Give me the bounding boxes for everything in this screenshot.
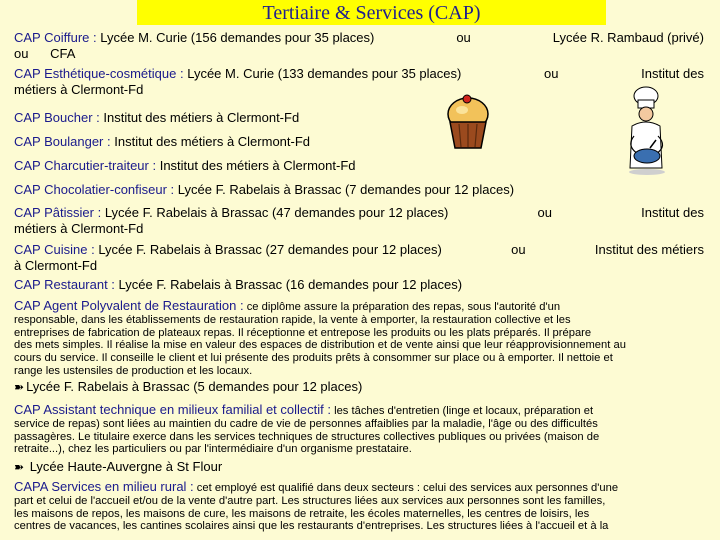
- cap-esthetique-school-1: Lycée M. Curie (133 demandes pour 35 places): [187, 66, 462, 81]
- cap-atmfc: [14, 404, 704, 475]
- cap-restaurant-label: CAP Restaurant :: [14, 277, 115, 292]
- cap-cuisine-label: CAP Cuisine :: [14, 242, 95, 257]
- cap-charcutier-school: Institut des métiers à Clermont-Fd: [159, 158, 356, 173]
- cap-apr-desc-line: des mets simples. Il réalise la mise en valeur des espaces de distribution et de vente ainsi que leur réapprovisionnement au: [14, 339, 626, 352]
- page-title: Tertiaire & Services (CAP): [137, 0, 606, 25]
- cap-apr-school: Lycée F. Rabelais à Brassac (5 demandes pour 12 places): [26, 378, 363, 394]
- cap-chocolatier-school: Lycée F. Rabelais à Brassac (7 demandes pour 12 places): [177, 182, 515, 197]
- cap-apr-desc-line: cours du service. Il conseille le client et lui présente des produits prêts à consommer sur place ou à emporter. Il nettoie et: [14, 352, 613, 365]
- cap-chocolatier: [14, 182, 704, 198]
- cap-apr-label: CAP Agent Polyvalent de Restauration :: [14, 298, 244, 313]
- cap-atmfc-label: CAP Assistant technique en milieux familial et collectif :: [14, 402, 331, 417]
- cap-coiffure-school-1: Lycée M. Curie (156 demandes pour 35 places): [100, 30, 375, 45]
- cap-esthetique: [14, 66, 704, 98]
- cap-restaurant-school: Lycée F. Rabelais à Brassac (16 demandes pour 12 places): [118, 277, 463, 292]
- cap-atmfc-desc-line: passagères. Le titulaire exerce dans les services techniques de structures collectives publiques ou privées (maison de: [14, 430, 600, 443]
- cap-coiffure-label: CAP Coiffure :: [14, 30, 97, 45]
- or-word: ou: [456, 30, 471, 45]
- cap-atmfc-desc-line: retraite...), chez les particuliers ou par l'intermédiaire d'un organisme prestataire.: [14, 443, 412, 456]
- cap-apr: [14, 300, 704, 395]
- arrow-icon: ➽: [14, 460, 25, 475]
- cap-coiffure: [14, 30, 704, 62]
- cap-esthetique-school-2: Institut des: [641, 66, 704, 81]
- cap-charcutier: [14, 158, 704, 174]
- cap-coiffure-line2: ou CFA: [14, 46, 76, 61]
- cap-chocolatier-label: CAP Chocolatier-confiseur :: [14, 182, 175, 197]
- or-word: ou: [537, 205, 552, 220]
- cap-atmfc-desc-line: service de repas) sont liées au maintien du cadre de vie de personnes affaiblies par la maladie, l'âge ou des difficultés: [14, 417, 598, 430]
- capa-label: CAPA Services en milieu rural :: [14, 479, 194, 494]
- cap-boulanger: [14, 134, 704, 150]
- cap-apr-desc-line: entreprises de fabrication de plateaux repas. Il réceptionne et entrepose les produits ou les plats préparés. Il prépare: [14, 326, 592, 339]
- or-word: ou: [511, 242, 526, 257]
- cap-boucher-label: CAP Boucher :: [14, 110, 100, 125]
- cap-boulanger-school: Institut des métiers à Clermont-Fd: [114, 134, 311, 149]
- cap-apr-desc-line: range les ustensiles de production et les locaux.: [14, 364, 253, 377]
- capa-desc-first: cet employé est qualifié dans deux secteurs : celui des services aux personnes d'une: [196, 482, 619, 494]
- cap-apr-desc-line: responsable, dans les établissements de restauration rapide, la vente à emporter, la restauration collective et les: [14, 313, 571, 326]
- cap-cuisine-school-1: Lycée F. Rabelais à Brassac (27 demandes pour 12 places): [98, 242, 442, 257]
- cap-patissier-school-2: Institut des: [641, 205, 704, 220]
- cap-patissier-school-1: Lycée F. Rabelais à Brassac (47 demandes pour 12 places): [104, 205, 449, 220]
- cap-boucher: [14, 110, 704, 126]
- cap-atmfc-school: Lycée Haute-Auvergne à St Flour: [29, 459, 223, 475]
- cap-boulanger-label: CAP Boulanger :: [14, 134, 111, 149]
- cap-restaurant: [14, 277, 704, 293]
- capa-desc-line: part et celui de l'accueil et/ou de la vente d'autre part. Les structures liées aux services aux personnes sont les familles,: [14, 494, 606, 507]
- cap-patissier: [14, 205, 704, 237]
- arrow-icon: ➽: [14, 379, 25, 394]
- cap-patissier-label: CAP Pâtissier :: [14, 205, 102, 220]
- cap-patissier-line2: métiers à Clermont-Fd: [14, 221, 144, 236]
- cap-esthetique-label: CAP Esthétique-cosmétique :: [14, 66, 184, 81]
- capa-services: [14, 481, 704, 533]
- cap-coiffure-school-2: Lycée R. Rambaud (privé): [552, 30, 704, 45]
- cap-cuisine-line2: à Clermont-Fd: [14, 258, 98, 273]
- or-word: ou: [543, 66, 559, 81]
- capa-desc-line: centres de vacances, les cantines scolaires ainsi que les restaurants d'entreprises. Les structures liées à l'accueil et à la: [14, 520, 609, 533]
- cap-charcutier-label: CAP Charcutier-traiteur :: [14, 158, 157, 173]
- cap-boucher-school: Institut des métiers à Clermont-Fd: [103, 110, 300, 125]
- cap-cuisine-school-2: Institut des métiers: [594, 242, 704, 257]
- cap-atmfc-desc-first: les tâches d'entretien (linge et locaux, préparation et: [334, 405, 594, 417]
- cap-cuisine: [14, 242, 704, 274]
- cap-apr-desc-first: ce diplôme assure la préparation des repas, sous l'autorité d'un: [246, 301, 561, 313]
- cap-esthetique-line2: métiers à Clermont-Fd: [14, 82, 144, 97]
- capa-desc-line: les maisons de repos, les maisons de cure, les maisons de retraite, les écoles maternelles, les centres de loisirs, les: [14, 507, 590, 520]
